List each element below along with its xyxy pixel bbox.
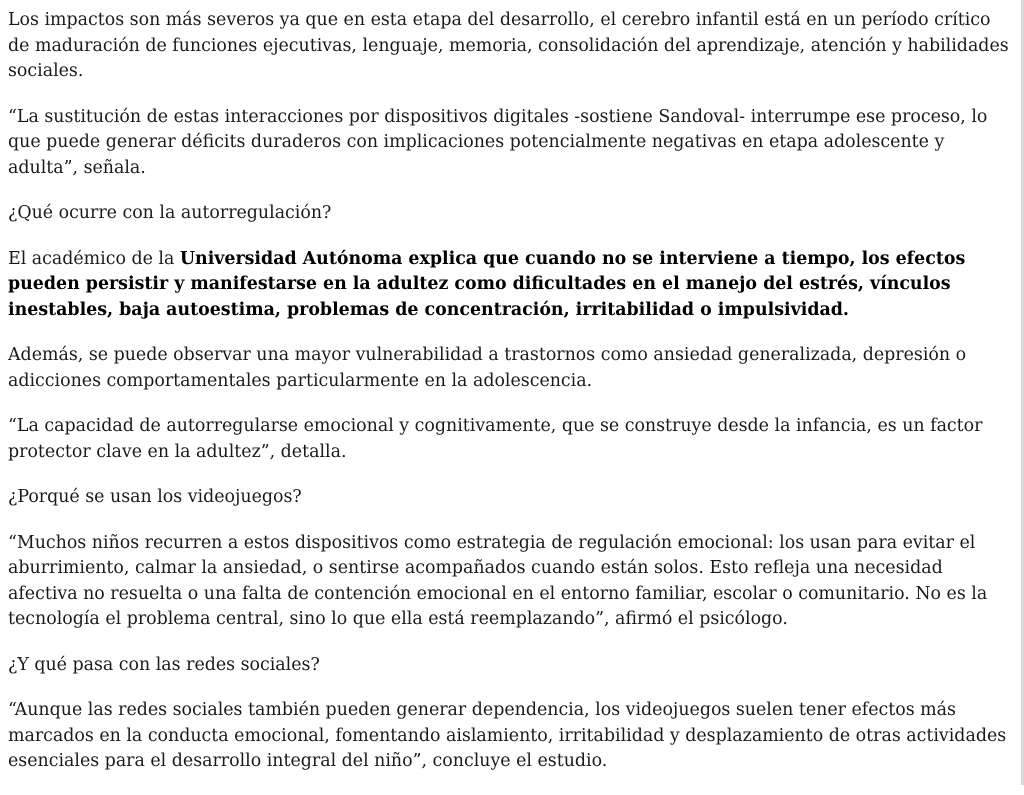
paragraph-children-quote: “Muchos niños recurren a estos dispositivos como estrategia de regulación emocional: los usan para evitar el aburrimiento, calmar la ansiedad, o sentirse acompañados cuando están solos. Esto refleja una necesidad afectiva no resuelta o una falta de contención emocional en el entorno familiar, escolar o comunitario. No es la tecnología el problema central, sino lo que ella está reemplazando”, afirmó el psicólogo. <box>8 532 988 629</box>
subheading-videojuegos: ¿Porqué se usan los videojuegos? <box>8 487 302 507</box>
paragraph-impacts: Los impactos son más severos ya que en esta etapa del desarrollo, el cerebro infantil está en un período crítico de maduración de funciones ejecutivas, lenguaje, memoria, consolidación del aprendizaje, atención y habilidades sociales. <box>8 10 1009 81</box>
article-body <box>8 8 1016 795</box>
subheading-autorregulacion: ¿Qué ocurre con la autorregulación? <box>8 203 332 223</box>
paragraph-sandoval-quote: “La sustitución de estas interacciones por dispositivos digitales -sostiene Sandoval- interrumpe ese proceso, lo que puede generar déficits duraderos con implicaciones potencialmente negativas en etapa adolescente y adulta”, señala. <box>8 106 988 178</box>
paragraph-vulnerability: Además, se puede observar una mayor vulnerabilidad a trastornos como ansiedad generalizada, depresión o adicciones comportamentales particularmente en la adolescencia. <box>8 345 967 391</box>
paragraph-academic-lead: El académico de la <box>8 248 180 269</box>
paragraph-academic-bold: Universidad Autónoma explica que cuando no se interviene a tiempo, los efectos pueden persistir y manifestarse en la adultez como dificultades en el manejo del estrés, vínculos inestables, baja autoestima, problemas de concentración, irritabilidad o impulsividad. <box>8 248 966 320</box>
paragraph-capacity-quote: “La capacidad de autorregularse emocional y cognitivamente, que se construye desde la infancia, es un factor protector clave en la adultez”, detalla. <box>8 416 983 462</box>
paragraph-academic <box>8 247 1016 324</box>
paragraph-study-conclusion: “Aunque las redes sociales también pueden generar dependencia, los videojuegos suelen tener efectos más marcados en la conducta emocional, fomentando aislamiento, irritabilidad y desplazamiento de otras actividades esenciales para el desarrollo integral del niño”, concluye el estudio. <box>8 700 1007 771</box>
subheading-redes-sociales: ¿Y qué pasa con las redes sociales? <box>8 654 320 675</box>
